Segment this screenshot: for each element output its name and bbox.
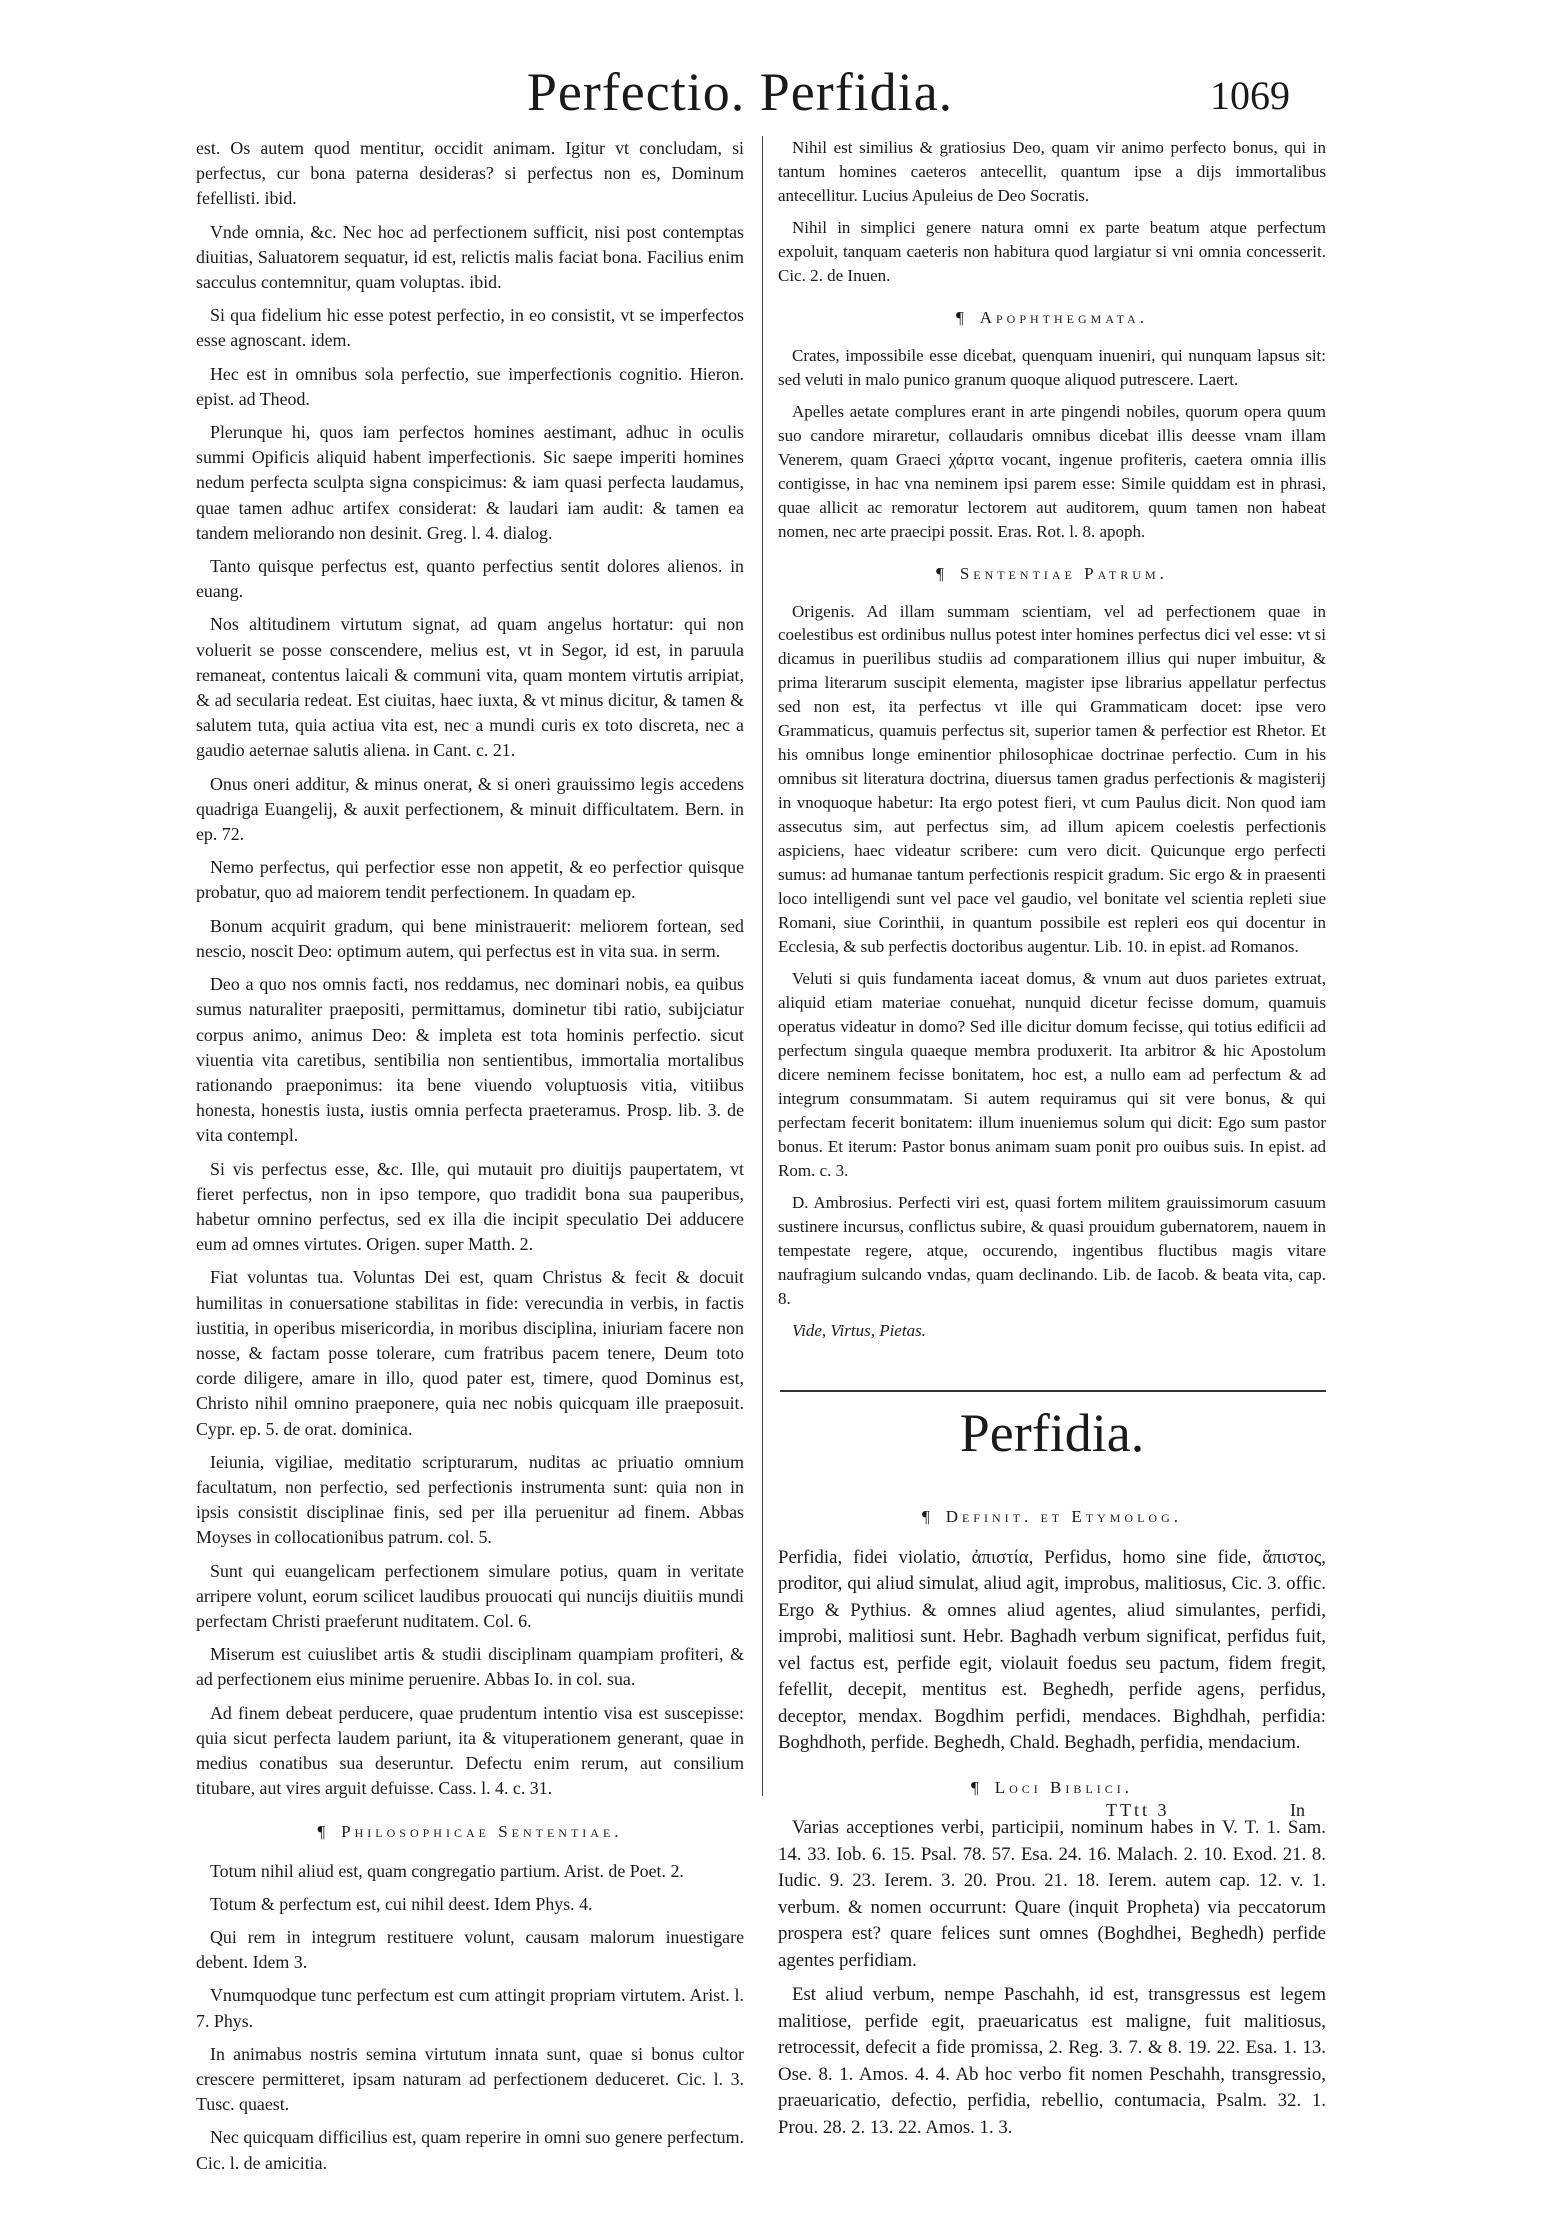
right-column (778, 136, 1326, 1351)
right-paragraph: Nihil in simplici genere natura omni ex parte beatum atque perfectum expoluit, tanquam caeteris non habitura quod largiatur si vni omnia concesserit. Cic. 2. de Inuen. (778, 217, 1326, 285)
see-also: Vide, Virtus, Pietas. (792, 1320, 926, 1340)
left-paragraph: Si vis perfectus esse, &c. Ille, qui mutauit pro diuitijs paupertatem, vt fieret perfectus, non in ipso tempore, quo tradidit bona sua pauperibus, habetur omnino perfectus, sed ex illa die incipit speculatio Dei adducere eum ad omnes virtutes. Origen. super Matth. 2. (196, 1158, 744, 1255)
left-paragraph: Si qua fidelium hic esse potest perfectio, in eo consistit, vt se imperfectos esse agnoscant. idem. (196, 305, 744, 351)
biblici-paragraph: Varias acceptiones verbi, participii, nominum habes in V. T. 1. Sam. 14. 33. Iob. 6. 15. Psal. 78. 57. Esa. 24. 16. Malach. 2. 10. Exod. 21. 8. Iudic. 9. 23. Ierem. 3. 20. Prou. 21. 18. Ierem. autem cap. 12. v. 1. verbum. & nomen occurrunt: Quare (inquit Propheta) via peccatorum prospera est? quare felices sunt omnes (Boghdhei, Beghedh) perfide agentes perfidiam. (778, 1817, 1326, 1971)
philosophical-sentence: Nec quicquam difficilius est, quam reperire in omni suo genere perfectum. Cic. l. de amicitia. (196, 2127, 744, 2173)
philosophical-sentence: Totum nihil aliud est, quam congregatio partium. Arist. de Poet. 2. (210, 1860, 684, 1881)
left-paragraph: Miserum est cuiuslibet artis & studii disciplinam quampiam profiteri, & ad perfectionem eius minime peruenire. Abbas Io. in col. sua. (196, 1644, 744, 1690)
left-paragraph: Nemo perfectus, qui perfectior esse non appetit, & eo perfectior quisque probatur, quo ad maiorem tendit perfectionem. In quadam ep. (196, 857, 744, 903)
patrum-heading (778, 562, 1326, 586)
philosophical-heading (196, 1819, 744, 1844)
left-paragraph: Onus oneri additur, & minus onerat, & si oneri grauissimo legis accedens quadriga Euangelij, & auxit perfectionem, & minuit difficultatem. Bern. in ep. 72. (196, 773, 744, 845)
left-paragraph: Plerunque hi, quos iam perfectos homines aestimant, adhuc in oculis summi Opificis aliquid habent imperfectionis. Sic saepe imperiti homines nedum perfecta sculpta signa conspicimus: & iam quasi perfecta laudamus, quae tamen adhuc artifex considerat: & laudari iam audit: & tamen ea tandem meliorando non desinit. Greg. l. 4. dialog. (196, 422, 744, 543)
left-paragraph: Deo a quo nos omnis facti, nos reddamus, nec dominari nobis, ea quibus sumus naturaliter praepositi, permittamus, dominetur tibi ratio, subijciatur corpus animo, animus Deo: & impleta est tota hominis perfectio. sicut viuentia vita caretibus, sentibilia non sentientibus, immortalia mortalibus rationando praeponimus: ita bene viuendo voluptuosis vitia, vitiibus honesta, honestis iusta, iustis omnia perfecta praeteramus. Prosp. lib. 3. de vita contempl. (196, 974, 744, 1146)
left-paragraph: Fiat voluntas tua. Voluntas Dei est, quam Christus & fecit & docuit humilitas in conuersatione stabilitas in fide: verecundia in verbis, in factis iustitia, in operibus misericordia, in moribus disciplina, iniuriam facere non nosse, & factam posse tolerare, cum fratribus pacem tenere, Deum toto corde diligere, amare in illo, quod pater est, timere, quod Dominus est, Christo nihil omnino praeponere, quia nec nobis quicquam ille praeposuit. Cypr. ep. 5. de orat. dominica. (196, 1267, 744, 1439)
apophthegm: Crates, impossibile esse dicebat, quenquam inueniri, qui nunquam lapsus sit: sed veluti in malo punico granum quoque aliquod putrescere. Laert. (778, 345, 1326, 389)
left-column (196, 136, 744, 2184)
left-paragraph: Ad finem debeat perducere, quae prudentum intentio visa est suscepisse: quia sicut perfecta laudem pariunt, ita & vituperationem generant, quae in medius conatibus sua deseruntur. Defectu enim rerum, aut consilium titubare, aut vires arguit defuisse. Cass. l. 4. c. 31. (196, 1702, 744, 1799)
apophthegm: Apelles aetate complures erant in arte pingendi nobiles, quorum opera quum suo candore miraretur, collaudaris omnibus dicebat illis deesse vnam illam Venerem, quam Graeci χάριτα vocant, ingenue profiteris, caetera omnia illis contigisse, in hac vna neminem ipsi parem esse: Simile quiddam est in phrasi, quae allicit ac remoratur lectorem aut auditorem, quum tamen non habeat nomen, nec arte praecipi possit. Eras. Rot. l. 8. apoph. (778, 401, 1326, 541)
definit-heading-text: Definit. et Etymolog. (945, 1507, 1182, 1526)
pilcrow-icon: ¶ (971, 1777, 983, 1797)
left-paragraph: Sunt qui euangelicam perfectionem simulare potius, quam in veritate arripere volunt, eorum scilicet laudibus prouocati qui nuncijs diuitiis mundi perfectam Christi praeferunt nuditatem. Col. 6. (196, 1560, 744, 1631)
patrum-sentence: Origenis. Ad illam summam scientiam, vel ad perfectionem quae in coelestibus est ordinibus nullus potest inter homines perfectus dici vel esse: vt si dicamus in puerilibus studiis ad comparationem illius qui nuper imbuitur, & prima literarum suscipit elementa, magister ipse librarius appellatur perfectus sed non est, ita perfectus vt ille qui Grammaticam docet: ipse vero Grammaticus, quamuis perfectus sit, superior tamen & perfectior est Rhetor. Et his omnibus longe eminentior philosophicae doctrinae perfectio. Cum in his omnibus sit literatura doctrina, diuersus tamen gradus perfectionis & magisterij in vnoquoque habetur: Ita ergo potest fieri, vt cum Paulus dicit. Non quod iam assecutus sim, aut perfectus sim, ad illum apicem coelestis perfectionis aspiciens, haec videatur scribere: cum vero dicit. Quicunque ergo perfecti sumus: ad humanae tantum perfectionis respicit gradum. Sic ergo & in praesenti loco intelligendi sunt vel pace vel gaudio, vel bonitate vel scientia repleti siue Romani, siue Corinthii, in quantum possibile est repleri eos qui docentur in Ecclesia, & sub perfectis doctoribus augentur. Lib. 10. in epist. ad Romanos. (778, 601, 1326, 957)
pilcrow-icon: ¶ (921, 1507, 934, 1526)
apophthegmata-heading-text: Apophthegmata. (979, 307, 1148, 327)
left-paragraph: est. Os autem quod mentitur, occidit animam. Igitur vt concludam, si perfectus, cur bona paterna desideras? si perfectus non es, Dominum fefellisti. ibid. (196, 138, 744, 209)
signature-mark: TTtt 3 (1106, 1800, 1170, 1820)
page-number: 1069 (1210, 73, 1290, 118)
left-paragraph: Vnde omnia, &c. Nec hoc ad perfectionem sufficit, nisi post contemptas diuitias, Saluatorem sequatur, id est, relictis malis faciat bona. Facilius enim sacculus contemnitur, quam voluptas. ibid. (196, 221, 744, 293)
patrum-sentence: D. Ambrosius. Perfecti viri est, quasi fortem militem grauissimorum casuum sustinere incursus, conflictus subire, & quasi prouidum gubernatorem, nauem in tempestate regere, atque, occurendo, ingentibus fluctibus magis vitare naufragium sulcando vndas, quam declinando. Lib. de Iacob. & beata vita, cap. 8. (778, 1192, 1326, 1308)
patrum-heading-text: Sententiae Patrum. (959, 563, 1168, 583)
pilcrow-icon: ¶ (936, 563, 948, 583)
apophthegmata-heading (778, 306, 1326, 330)
right-paragraph: Nihil est similius & gratiosius Deo, quam vir animo perfecto bonus, qui in tantum homines caeteros antecellit, quantum ipse a dijs immortalibus antecellitur. Lucius Apuleius de Deo Socratis. (778, 138, 1326, 205)
column-divider (762, 136, 763, 1796)
pilcrow-icon: ¶ (956, 307, 968, 327)
left-paragraph: Ieiunia, vigiliae, meditatio scripturarum, nuditas ac priuatio omnium facultatum, non perfectio, sed perfectionis instrumenta sunt: quia non in ipsis consistit disciplinae finis, sed per illa peruenitur ad finem. Abbas Moyses in collocationibus patrum. col. 5. (196, 1451, 744, 1548)
perfidia-column (778, 1486, 1326, 2149)
running-head: Perfectio. Perfidia. (526, 62, 954, 122)
left-paragraph: Tanto quisque perfectus est, quanto perfectius sentit dolores alienos. in euang. (196, 556, 744, 602)
philosophical-sentence: In animabus nostris semina virtutum innata sunt, quae si bonus cultor crescere permitteret, ipsam naturam ad perfectionem deduceret. Cic. l. 3. Tusc. quaest. (196, 2043, 744, 2115)
section-divider (780, 1390, 1326, 1392)
philosophical-heading-text: Philosophicae Sententiae. (341, 1822, 623, 1842)
patrum-sentence: Veluti si quis fundamenta iaceat domus, & vnum aut duos parietes extruat, aliquid etiam materiae conuehat, nunquid dicetur fecisse domum, quamuis operatus videatur in domo? Sed ille dicitur domum fecisse, qui totius edificii ad perfectum singula quaeque membra produxerit. Ita arbitror & hic Apostolum dicere neminem fecisse bonitatem, hoc est, a nullo eam ad perfectum & ad integrum consummatam. Si autem requiramus qui sit vere bonus, & qui perfectam fecerit bonitatem: illum inueniemus solum qui dicit: Ego sum pastor bonus. Et iterum: Pastor bonus animam suam ponit pro ouibus suis. In epist. ad Rom. c. 3. (778, 969, 1326, 1180)
philosophical-sentence: Vnumquodque tunc perfectum est cum attingit propriam virtutem. Arist. l. 7. Phys. (196, 1985, 744, 2031)
catchword: In (1290, 1800, 1305, 1820)
pilcrow-icon: ¶ (317, 1822, 330, 1842)
philosophical-sentence: Totum & perfectum est, cui nihil deest. Idem Phys. 4. (210, 1893, 593, 1914)
biblici-heading (778, 1775, 1326, 1802)
left-paragraph: Nos altitudinem virtutum signat, ad quam angelus hortatur: qui non voluerit se posse conscendere, melius est, vt in Segor, id est, in paruula remaneat, contentus laicali & communi vita, quam montem virtutis arripiat, & ad secularia redeat. Est ciuitas, haec iuxta, & vt minus dicitur, & tamen & salutem tuta, quia actiua vita est, nec a mundi curis ex toto discreta, nec a gaudio aeternae salutis aliena. in Cant. c. 21. (196, 614, 744, 761)
left-paragraph: Bonum acquirit gradum, qui bene ministrauerit: meliorem fortean, sed nescio, noscit Deo: optimum autem, qui perfectus est in vita sua. in serm. (196, 915, 744, 961)
philosophical-sentence: Qui rem in integrum restituere volunt, causam malorum inuestigare debent. Idem 3. (196, 1927, 744, 1973)
perfidia-title: Perfidia. (959, 1403, 1145, 1463)
left-paragraph: Hec est in omnibus sola perfectio, sue imperfectionis cognitio. Hieron. epist. ad Theod. (196, 363, 744, 409)
definit-heading (778, 1504, 1326, 1531)
biblici-heading-text: Loci Biblici. (994, 1777, 1133, 1797)
definit-paragraph: Perfidia, fidei violatio, ἀπιστία, Perfidus, homo sine fide, ἄπιστος, proditor, qui aliud simulat, aliud agit, improbus, malitiosus, Cic. 3. offic. Ergo & Pythius. & omnes aliud agentes, aliud simulantes, perfidi, improbi, malitiosi sunt. Hebr. Baghadh verbum significat, perfidus fuit, vel factus est, perfide egit, violauit foedus seu pactum, fidem fregit, fefellit, decepit, mentitus est. Beghedh, perfide agens, perfidus, deceptor, mendax. Bogdhim perfidi, mendaces. Bighdhah, perfidia: Boghdhoth, perfide. Beghedh, Chald. Beghadh, perfidia, mendacium. (778, 1546, 1326, 1754)
biblici-paragraph: Est aliud verbum, nempe Paschahh, id est, transgressus est legem malitiose, perfide egit, praeuaricatus est maligne, fuit malitiosus, retrocessit, defecit a fide promissa, 2. Reg. 3. 7. & 8. 19. 22. Esa. 1. 13. Ose. 8. 1. Amos. 4. 4. Ab hoc verbo fit nomen Peschahh, transgressio, praeuaricatio, defectio, perfidia, rebellio, contumacia, Psalm. 32. 1. Prou. 28. 2. 13. 22. Amos. 1. 3. (778, 1984, 1326, 2138)
